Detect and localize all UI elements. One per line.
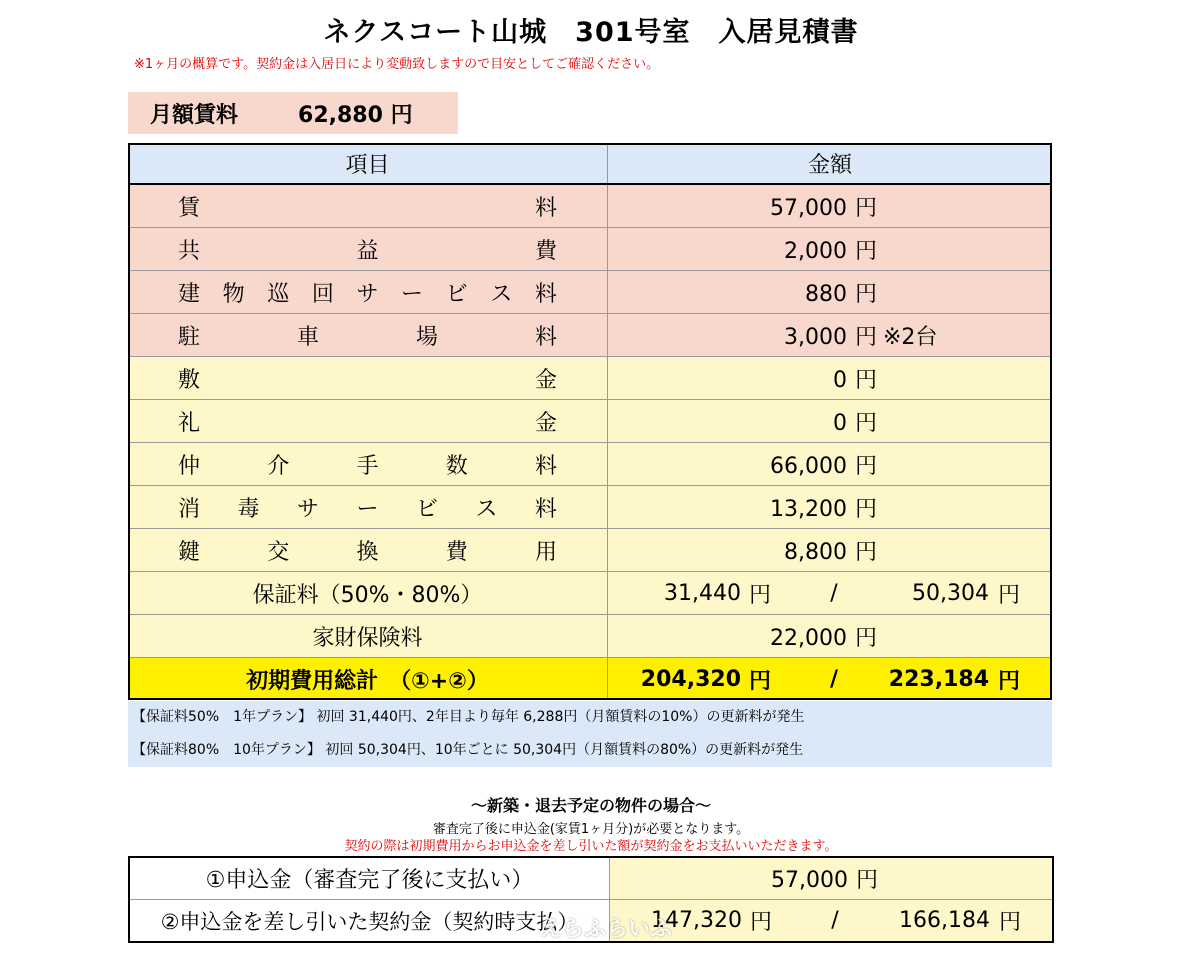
fee-label-char: 鍵 [178,539,201,565]
fee-label-char: 手 [356,453,379,479]
fee-row [128,529,1052,572]
total-amount [608,658,1053,701]
fee-label-char: ビ [445,281,468,307]
fee-amount: 13,200 [770,496,847,522]
fee-label-char: 賃 [178,195,201,221]
separator: / [830,580,838,606]
fee-label-char: 駐 [178,324,201,350]
contract-fee-label: ②申込金を差し引いた契約金（契約時支払） [129,900,610,943]
fee-amount-cell [608,184,1053,228]
estimate-table [128,143,1052,700]
estimate-note: ※1ヶ月の概算です。契約金は入居日により変動致しますので目安としてご確認ください。 [134,57,660,72]
yen-unit: 円 [997,668,1020,694]
fee-label-char: 共 [178,238,201,264]
fee-amount-cell [608,529,1053,572]
fee-label-char: 益 [356,238,379,264]
guarantee-amount-50: 31,440 [664,580,741,606]
yen-unit: 円 [855,496,878,522]
yen-unit: 円 [998,910,1021,935]
guarantee-label: 保証料（50%・80%） [128,572,608,615]
fee-label-char: 回 [311,281,334,307]
fee-row [128,228,1052,271]
fee-row [128,357,1052,400]
total-label: 初期費用総計 （①+②） [128,658,608,701]
header-amount: 金額 [608,143,1053,184]
separator: / [829,666,839,692]
guarantee-plans-box [128,701,1052,767]
fee-amount-cell [608,486,1053,529]
guarantee-amount-80: 50,304 [912,580,989,606]
fee-extra-note: ※2台 [883,324,938,350]
guarantee-row [128,572,1052,615]
insurance-row [128,615,1052,658]
newbuild-line1: 審査完了後に申込金(家賃1ヶ月分)が必要となります。 [432,822,750,837]
fee-label-char: 用 [534,539,557,565]
yen-unit: 円 [749,582,772,608]
application-row-1 [129,857,1053,900]
newbuild-line2: 契約の際は初期費用からお申込金を差し引いた額が契約金をお支払いいただきます。 [344,839,838,854]
fee-label-char: 料 [534,281,557,307]
fee-row [128,400,1052,443]
fee-amount-cell [608,314,1053,357]
total-amount-50: 204,320 [640,666,741,692]
fee-amount: 57,000 [770,195,847,221]
fee-label-char: 物 [222,281,245,307]
fee-label-char: ス [475,496,498,522]
yen-unit: 円 [855,324,878,350]
fee-label-char: 料 [534,496,557,522]
separator: / [831,908,839,933]
monthly-rent-label: 月額賃料 [150,102,239,128]
watermark-logo: えらふらいふ [540,917,673,942]
fee-amount: 0 [833,367,847,393]
insurance-amount-cell [608,615,1053,658]
monthly-rent-value: 62,880 円 [298,102,413,128]
fee-label-char: サ [356,281,379,307]
fee-label-char: サ [296,496,319,522]
fee-amount: 0 [833,410,847,436]
fee-label [128,486,608,529]
fee-label-char: 消 [178,496,201,522]
header-item: 項目 [128,143,608,184]
application-fee-amount: 57,000 [771,868,848,893]
fee-label-char: 車 [296,324,319,350]
plan-50-note: 【保証料50% 1年プラン】 初回 31,440円、2年目より毎年 6,288円（月額賃料の10%）の更新料が発生 [132,709,805,725]
estimate-header-row [128,143,1052,184]
fee-label-char: 数 [445,453,468,479]
plan-80-note: 【保証料80% 10年プラン】 初回 50,304円、10年ごとに 50,304円（月額賃料の80%）の更新料が発生 [132,742,804,758]
fee-label-char: 費 [534,238,557,264]
total-row [128,658,1052,701]
yen-unit: 円 [855,367,878,393]
fee-label [128,271,608,314]
yen-unit: 円 [855,453,878,479]
yen-unit: 円 [749,668,772,694]
yen-unit: 円 [855,195,878,221]
yen-unit: 円 [855,539,878,565]
fee-row [128,184,1052,228]
fee-label-char: 料 [534,324,557,350]
fee-row [128,314,1052,357]
application-fee-amount-cell [610,857,1054,900]
yen-unit: 円 [856,868,879,893]
fee-label-char: 交 [267,539,290,565]
fee-label [128,314,608,357]
fee-label-char: 料 [534,195,557,221]
fee-label [128,184,608,228]
insurance-label: 家財保険料 [128,615,608,658]
fee-amount: 880 [805,281,847,307]
fee-row [128,486,1052,529]
fee-label [128,357,608,400]
fee-amount-cell [608,400,1053,443]
application-fee-label: ①申込金（審査完了後に支払い） [129,857,610,900]
newbuild-title: ～新築・退去予定の物件の場合～ [470,796,711,815]
fee-label-char: 費 [445,539,468,565]
insurance-amount: 22,000 [770,625,847,651]
contract-amount-50: 147,320 [651,908,742,933]
fee-label-char: 仲 [178,453,201,479]
monthly-rent-box [128,92,458,134]
fee-amount-cell [608,228,1053,271]
fee-label-char: 毒 [237,496,260,522]
fee-label-char: ス [490,281,513,307]
fee-row [128,271,1052,314]
fee-label-char: 金 [534,410,557,436]
fee-label-char: 料 [534,453,557,479]
total-amount-80: 223,184 [888,666,989,692]
fee-amount: 8,800 [784,539,847,565]
fee-label-char: 介 [267,453,290,479]
fee-amount: 66,000 [770,453,847,479]
fee-amount-cell [608,271,1053,314]
fee-label [128,529,608,572]
guarantee-amount [608,572,1053,615]
contract-fee-amount [610,900,1054,943]
fee-amount-cell [608,443,1053,486]
yen-unit: 円 [997,582,1020,608]
fee-label [128,443,608,486]
yen-unit: 円 [855,625,878,651]
fee-label [128,228,608,271]
fee-label-char: ー [356,496,379,522]
fee-amount-cell [608,357,1053,400]
fee-label [128,400,608,443]
fee-label-char: 金 [534,367,557,393]
fee-label-char: 建 [178,281,201,307]
fee-row [128,443,1052,486]
fee-label-char: 換 [356,539,379,565]
fee-label-char: ー [401,281,424,307]
fee-label-char: 礼 [178,410,201,436]
yen-unit: 円 [855,238,878,264]
fee-amount: 3,000 [784,324,847,350]
yen-unit: 円 [855,281,878,307]
fee-label-char: 巡 [267,281,290,307]
fee-label-char: 場 [415,324,438,350]
yen-unit: 円 [750,910,773,935]
page-title: ネクスコート山城 301号室 入居見積書 [323,17,859,48]
fee-amount: 2,000 [784,238,847,264]
contract-amount-80: 166,184 [899,908,990,933]
fee-label-char: 敷 [178,367,201,393]
fee-label-char: ビ [415,496,438,522]
yen-unit: 円 [855,410,878,436]
